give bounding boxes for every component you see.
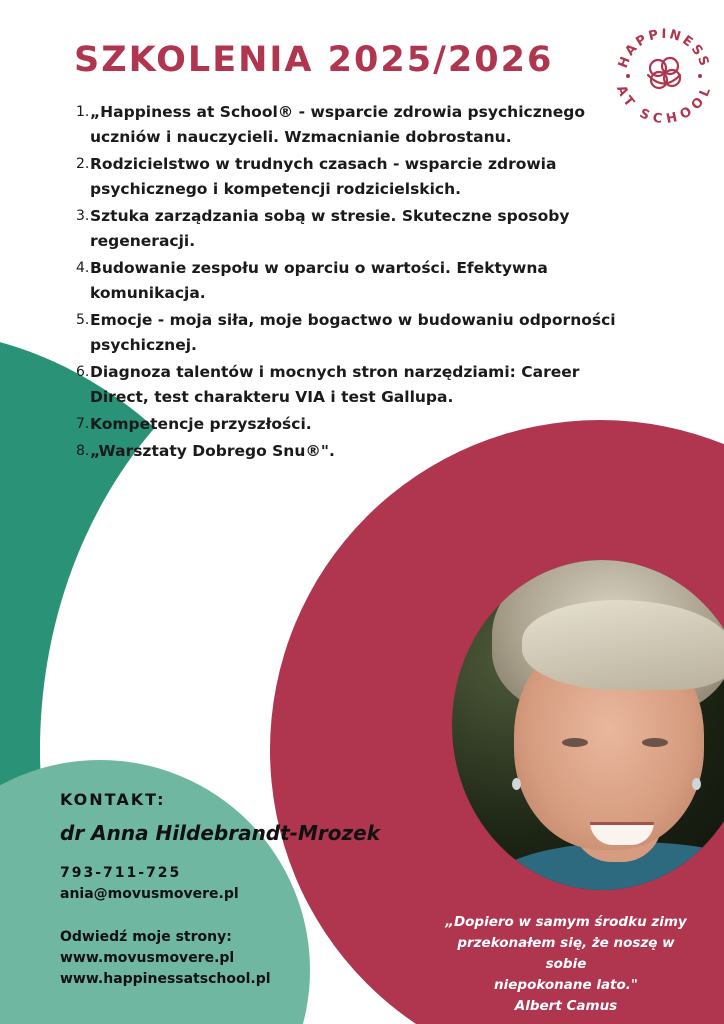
item-number: 3. bbox=[76, 208, 90, 224]
quote-line: przekonałem się, że noszę w sobie bbox=[457, 935, 675, 972]
training-item bbox=[72, 439, 662, 464]
contact-phone[interactable]: 793-711-725 bbox=[60, 865, 182, 881]
item-number: 1. bbox=[76, 104, 90, 120]
logo-top-text: HAPPINESS bbox=[615, 26, 713, 71]
training-line: uczniów i nauczycieli. Wzmacnianie dobrostanu. bbox=[90, 128, 512, 146]
portrait-earring bbox=[692, 778, 701, 790]
quote-line: niepokonane lato." bbox=[494, 977, 638, 993]
training-line: psychicznego i kompetencji rodzicielskich. bbox=[90, 180, 462, 198]
website-link-happinessatschool[interactable]: www.happinessatschool.pl bbox=[60, 971, 271, 987]
quote-block bbox=[436, 912, 696, 1017]
item-number: 7. bbox=[76, 416, 90, 432]
training-line: regeneracji. bbox=[90, 232, 196, 250]
training-item bbox=[72, 412, 662, 437]
portrait-fringe bbox=[522, 600, 724, 690]
training-line: Diagnoza talentów i mocnych stron narzędziami: Career bbox=[90, 363, 580, 381]
websites-heading: Odwiedź moje strony: bbox=[60, 929, 232, 945]
training-list bbox=[72, 100, 662, 466]
training-line: Sztuka zarządzania sobą w stresie. Skuteczne sposoby bbox=[90, 207, 570, 225]
contact-email[interactable]: ania@movusmovere.pl bbox=[60, 886, 239, 902]
contact-heading: KONTAKT: bbox=[60, 790, 166, 809]
training-item bbox=[72, 100, 662, 150]
item-number: 5. bbox=[76, 312, 90, 328]
training-item bbox=[72, 152, 662, 202]
training-item bbox=[72, 360, 662, 410]
training-line: Emocje - moja siła, moje bogactwo w budowaniu odporności bbox=[90, 311, 616, 329]
training-line: „Warsztaty Dobrego Snu®". bbox=[90, 442, 335, 460]
contact-section bbox=[60, 790, 420, 990]
website-link-movusmovere[interactable]: www.movusmovere.pl bbox=[60, 950, 235, 966]
item-number: 8. bbox=[76, 443, 90, 459]
training-line: Budowanie zespołu w oparciu o wartości. Efektywna bbox=[90, 259, 548, 277]
item-number: 6. bbox=[76, 364, 90, 380]
portrait-earring bbox=[512, 778, 521, 790]
training-line: Direct, test charakteru VIA i test Gallupa. bbox=[90, 388, 454, 406]
portrait-eye bbox=[562, 738, 588, 747]
item-number: 4. bbox=[76, 260, 90, 276]
quote-line: „Dopiero w samym środku zimy bbox=[445, 914, 687, 930]
quote-author: Albert Camus bbox=[514, 998, 618, 1014]
logo-bottom-text: AT SCHOOL bbox=[613, 83, 715, 124]
page-title: SZKOLENIA 2025/2026 bbox=[74, 40, 554, 80]
contact-name: dr Anna Hildebrandt-Mrozek bbox=[60, 821, 380, 845]
portrait-eye bbox=[642, 738, 668, 747]
training-line: Kompetencje przyszłości. bbox=[90, 415, 312, 433]
training-line: „Happiness at School® - wsparcie zdrowia psychicznego bbox=[90, 103, 586, 121]
training-item bbox=[72, 256, 662, 306]
training-line: Rodzicielstwo w trudnych czasach - wsparcie zdrowia bbox=[90, 155, 557, 173]
training-item bbox=[72, 204, 662, 254]
item-number: 2. bbox=[76, 156, 90, 172]
training-line: komunikacja. bbox=[90, 284, 206, 302]
training-line: psychicznej. bbox=[90, 336, 197, 354]
training-item bbox=[72, 308, 662, 358]
